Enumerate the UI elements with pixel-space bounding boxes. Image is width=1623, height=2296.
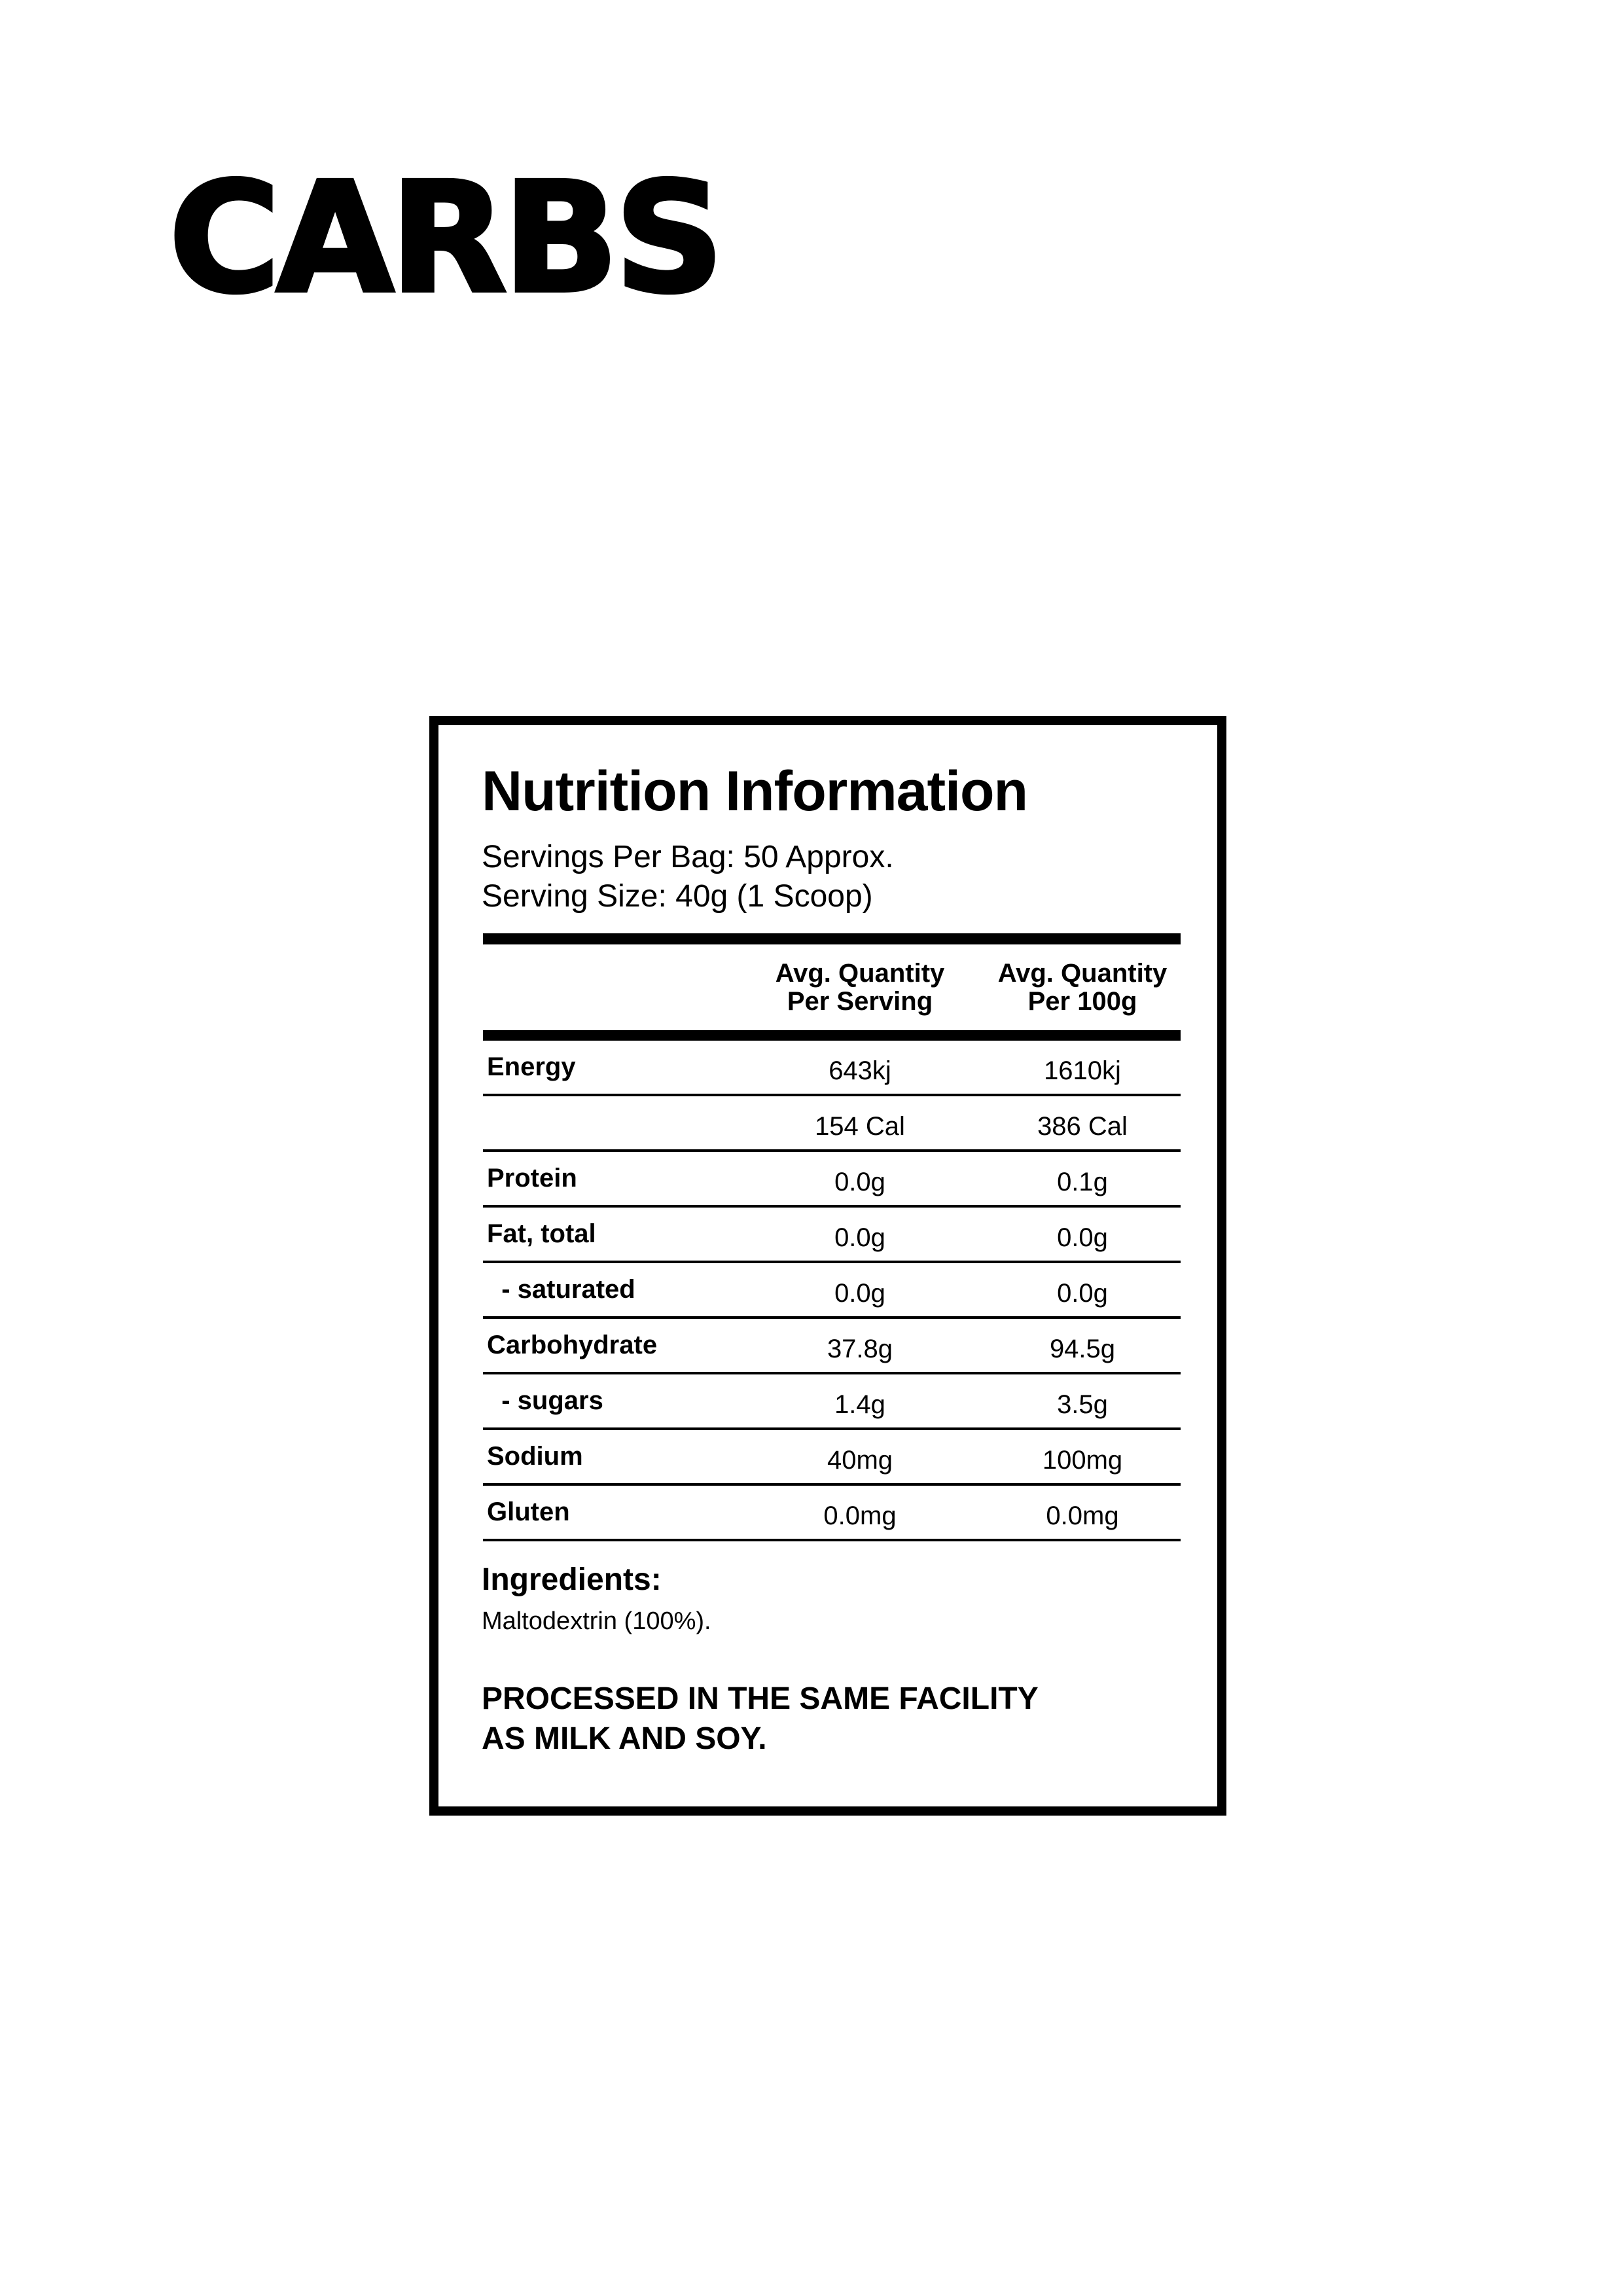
row-label: Gluten	[487, 1498, 570, 1526]
per-100g-value: 3.5g	[1057, 1390, 1108, 1419]
row-label: Fat, total	[487, 1219, 596, 1248]
table-row	[483, 1263, 1181, 1319]
nutrition-table	[483, 1041, 1181, 1541]
per-100g-value: 0.0g	[1057, 1223, 1108, 1252]
per-100g-value: 100mg	[1042, 1446, 1123, 1475]
column-header-per-serving: Avg. Quantity Per Serving	[775, 959, 945, 1016]
table-row	[483, 1096, 1181, 1152]
table-row	[483, 1208, 1181, 1263]
header-top-rule	[483, 933, 1181, 944]
row-label: Energy	[487, 1052, 576, 1081]
table-row	[483, 1486, 1181, 1541]
table-row	[483, 1152, 1181, 1208]
product-title: CARBS	[169, 150, 721, 327]
table-row	[483, 1319, 1181, 1374]
row-label: Carbohydrate	[487, 1331, 658, 1359]
allergen-warning: PROCESSED IN THE SAME FACILITY AS MILK AND SOY.	[482, 1681, 1039, 1756]
per-100g-value: 0.0g	[1057, 1279, 1108, 1308]
header-bottom-rule	[483, 1030, 1181, 1041]
per-serving-value: 0.0mg	[823, 1501, 897, 1530]
per-100g-value: 1610kj	[1044, 1056, 1121, 1085]
per-serving-value: 1.4g	[834, 1390, 885, 1419]
column-header-per-100g: Avg. Quantity Per 100g	[997, 959, 1168, 1016]
per-serving-value: 0.0g	[834, 1279, 885, 1308]
per-serving-value: 37.8g	[827, 1335, 893, 1363]
table-row	[483, 1430, 1181, 1486]
per-serving-value: 0.0g	[834, 1168, 885, 1196]
row-label: Protein	[487, 1164, 577, 1193]
row-label: - saturated	[487, 1275, 635, 1304]
table-row	[483, 1041, 1181, 1096]
nutrition-heading: Nutrition Information	[482, 760, 1028, 823]
per-100g-value: 0.0mg	[1046, 1501, 1119, 1530]
ingredients-text: Maltodextrin (100%).	[482, 1607, 711, 1635]
per-serving-value: 643kj	[829, 1056, 891, 1085]
per-serving-value: 154 Cal	[815, 1112, 905, 1141]
serving-size: Serving Size: 40g (1 Scoop)	[482, 879, 873, 914]
row-label: - sugars	[487, 1386, 603, 1415]
per-100g-value: 94.5g	[1049, 1335, 1116, 1363]
table-row	[483, 1374, 1181, 1430]
ingredients-title: Ingredients:	[482, 1562, 662, 1597]
per-100g-value: 0.1g	[1057, 1168, 1108, 1196]
servings-per-bag: Servings Per Bag: 50 Approx.	[482, 840, 894, 874]
per-serving-value: 0.0g	[834, 1223, 885, 1252]
per-serving-value: 40mg	[827, 1446, 893, 1475]
per-100g-value: 386 Cal	[1037, 1112, 1128, 1141]
row-label: Sodium	[487, 1442, 583, 1471]
